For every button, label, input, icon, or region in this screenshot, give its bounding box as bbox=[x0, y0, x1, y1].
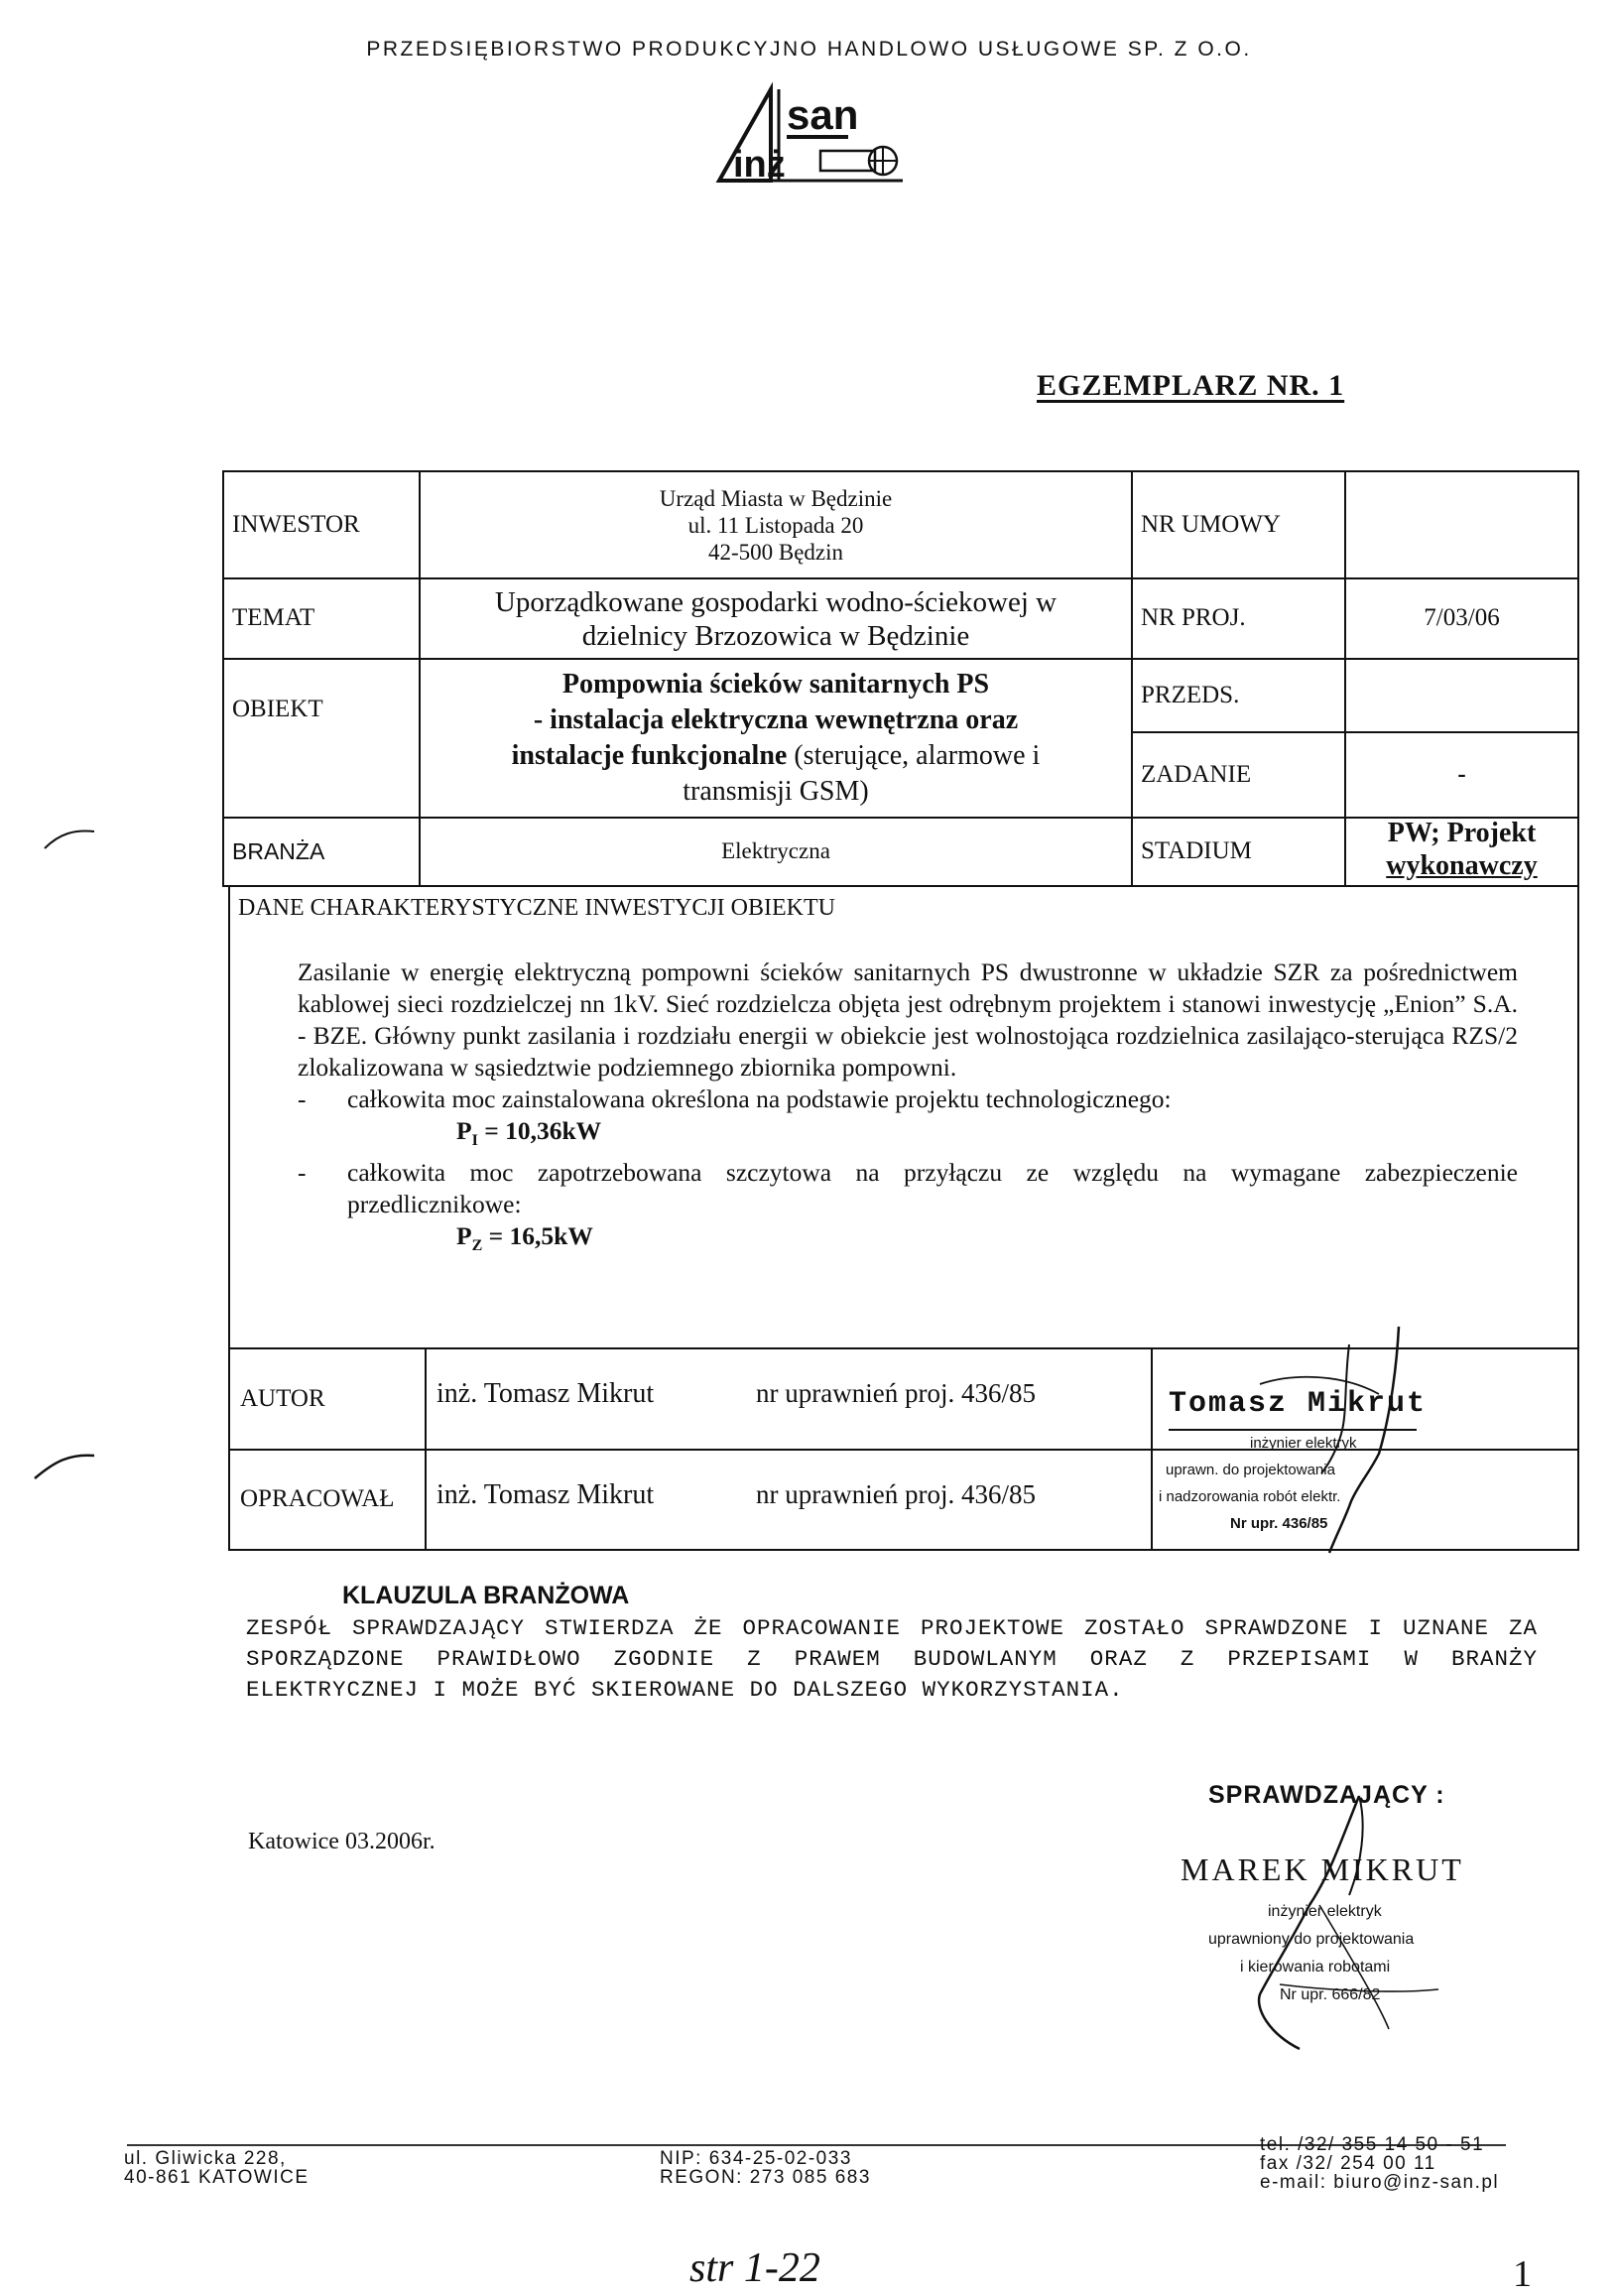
formula-subscript: Z bbox=[471, 1237, 483, 1255]
author-signature bbox=[1230, 1325, 1448, 1573]
topic-label: TEMAT bbox=[232, 604, 315, 632]
author-stamp-line: inżynier elektryk bbox=[1250, 1435, 1357, 1452]
author-license: nr uprawnień proj. 436/85 bbox=[756, 1378, 1036, 1409]
stage-line: wykonawczy bbox=[1386, 850, 1538, 881]
branch-value: Elektryczna bbox=[721, 838, 830, 864]
logo-text-bottom: inż bbox=[733, 144, 786, 186]
object-line-bold: instalacje funkcjonalne bbox=[511, 740, 788, 771]
description-body bbox=[298, 957, 1518, 1262]
prepared-by-license: nr uprawnień proj. 436/85 bbox=[756, 1479, 1036, 1510]
investor-label: INWESTOR bbox=[232, 510, 360, 538]
footer-regon: REGON: 273 085 683 bbox=[660, 2167, 871, 2188]
prepared-by-label: OPRACOWAŁ bbox=[240, 1485, 395, 1513]
project-number-value: 7/03/06 bbox=[1424, 604, 1500, 632]
formula-peak-power bbox=[298, 1220, 1518, 1262]
author-label: AUTOR bbox=[240, 1384, 325, 1412]
task-value: - bbox=[1457, 760, 1466, 788]
checker-stamp-line: i kierowania robotami bbox=[1240, 1959, 1391, 1976]
checker-signature bbox=[1240, 1786, 1458, 2054]
investor-line: ul. 11 Listopada 20 bbox=[687, 512, 864, 538]
page-number: 1 bbox=[1513, 2253, 1532, 2295]
margin-mark bbox=[30, 1444, 99, 1483]
logo-text-top: san bbox=[787, 91, 859, 138]
copy-number: EGZEMPLARZ NR. 1 bbox=[1037, 369, 1345, 402]
checker-label: SPRAWDZAJĄCY : bbox=[1208, 1781, 1445, 1809]
footer-address-line: ul. Gliwicka 228, bbox=[124, 2148, 287, 2169]
checker-stamp-line: inżynier elektryk bbox=[1268, 1903, 1382, 1920]
topic-value bbox=[421, 579, 1131, 658]
checker-stamp-name: MAREK MIKRUT bbox=[1181, 1851, 1464, 1887]
footer-phone: tel. /32/ 355 14 50 - 51 bbox=[1260, 2134, 1485, 2155]
stage-label: STADIUM bbox=[1141, 837, 1252, 865]
investor-line: 42-500 Będzin bbox=[707, 539, 844, 565]
footer-contact bbox=[1260, 2135, 1499, 2192]
footer-address bbox=[124, 2149, 310, 2187]
formula-symbol: P bbox=[456, 1221, 472, 1251]
footer-fax: fax /32/ 254 00 11 bbox=[1260, 2153, 1436, 2174]
author-stamp-line: Nr upr. 436/85 bbox=[1230, 1515, 1328, 1532]
description-bullet: - całkowita moc zainstalowana określona na podstawie projektu technologicznego: bbox=[298, 1084, 1518, 1115]
author-stamp-name: Tomasz Mikrut bbox=[1169, 1387, 1428, 1421]
object-label: OBIEKT bbox=[232, 695, 323, 722]
task-label: ZADANIE bbox=[1141, 760, 1252, 788]
description-bullet: - całkowita moc zapotrzebowana szczytowa na przyłączu ze względu na wymagane zabezpieczenie przedlicznikowe: bbox=[298, 1157, 1518, 1220]
description-heading: DANE CHARAKTERYSTYCZNE INWESTYCJI OBIEKTU bbox=[238, 895, 835, 921]
checker-stamp-line: Nr upr. 666/82 bbox=[1280, 1986, 1381, 2003]
investor-line: Urząd Miasta w Będzinie bbox=[659, 485, 893, 511]
stage-line: PW; Projekt bbox=[1387, 818, 1537, 848]
object-line: Pompownia ścieków sanitarnych PS bbox=[561, 669, 990, 700]
object-line: - instalacja elektryczna wewnętrzna oraz bbox=[533, 704, 1019, 735]
object-value bbox=[421, 660, 1131, 817]
clause-title: KLAUZULA BRANŻOWA bbox=[342, 1582, 630, 1609]
branch-label: BRANŻA bbox=[232, 838, 325, 865]
stage-value bbox=[1346, 812, 1577, 887]
author-name: inż. Tomasz Mikrut bbox=[436, 1377, 655, 1409]
formula-symbol: P bbox=[456, 1116, 472, 1145]
company-header: PRZEDSIĘBIORSTWO PRODUKCYJNO HANDLOWO USŁUGOWE SP. Z O.O. bbox=[366, 38, 1252, 61]
company-logo bbox=[709, 81, 908, 191]
enterprise-label: PRZEDS. bbox=[1141, 681, 1240, 708]
enterprise-value bbox=[1346, 660, 1577, 731]
formula-subscript: I bbox=[471, 1132, 478, 1150]
place-date: Katowice 03.2006r. bbox=[248, 1829, 436, 1854]
project-number-label: NR PROJ. bbox=[1141, 604, 1246, 632]
footer-email: e-mail: biuro@inz-san.pl bbox=[1260, 2172, 1500, 2193]
contract-label: NR UMOWY bbox=[1141, 510, 1281, 538]
author-stamp-line: uprawn. do projektowania bbox=[1166, 1462, 1335, 1478]
footer-nip: NIP: 634-25-02-033 bbox=[660, 2148, 852, 2169]
handwritten-page-range: str 1-22 bbox=[689, 2245, 820, 2291]
clause-text: ZESPÓŁ SPRAWDZAJĄCY STWIERDZA ŻE OPRACOWANIE PROJEKTOWE ZOSTAŁO SPRAWDZONE I UZNANE ZA SPORZĄDZONE PRAWIDŁOWO ZGODNIE Z PRAWEM BUDOWLANYM ORAZ Z PRZEPISAMI W BRANŻY ELEKTRYCZNEJ I MOŻE BYĆ SKIEROWANE DO DALSZEGO WYKORZYSTANIA. bbox=[246, 1615, 1538, 1703]
investor-value bbox=[421, 472, 1131, 577]
footer-registration bbox=[660, 2149, 871, 2187]
topic-line: Uporządkowane gospodarki wodno-ściekowej w bbox=[494, 585, 1058, 618]
contract-value bbox=[1346, 472, 1577, 577]
object-line: transmisji GSM) bbox=[683, 776, 869, 807]
formula-value: = 16,5kW bbox=[482, 1221, 593, 1251]
formula-value: = 10,36kW bbox=[477, 1116, 602, 1145]
description-paragraph: Zasilanie w energię elektryczną pompowni ścieków sanitarnych PS dwustronne w układzie SZR za pośrednictwem kablowej sieci rozdzielczej nn 1kV. Sieć rozdzielcza objęta jest odrębnym projektem i stanowi inwestycję „Enion” S.A. - BZE. Główny punkt zasilania i rozdziału energii w obiekcie jest wolnostojąca rozdzielnica zasilająco-sterująca RZS/2 zlokalizowana w sąsiedztwie podziemnego zbiornika pompowni. bbox=[298, 957, 1518, 1082]
author-stamp-line: i nadzorowania robót elektr. bbox=[1159, 1488, 1341, 1505]
footer-address-line: 40-861 KATOWICE bbox=[124, 2167, 310, 2188]
topic-line: dzielnicy Brzozowica w Będzinie bbox=[581, 619, 970, 652]
checker-stamp-line: uprawniony do projektowania bbox=[1208, 1931, 1415, 1948]
margin-mark bbox=[40, 824, 99, 853]
formula-installed-power bbox=[298, 1115, 1518, 1157]
object-line bbox=[512, 738, 1041, 774]
prepared-by-name: inż. Tomasz Mikrut bbox=[436, 1478, 655, 1510]
object-line-normal: (sterujące, alarmowe i bbox=[787, 740, 1041, 771]
